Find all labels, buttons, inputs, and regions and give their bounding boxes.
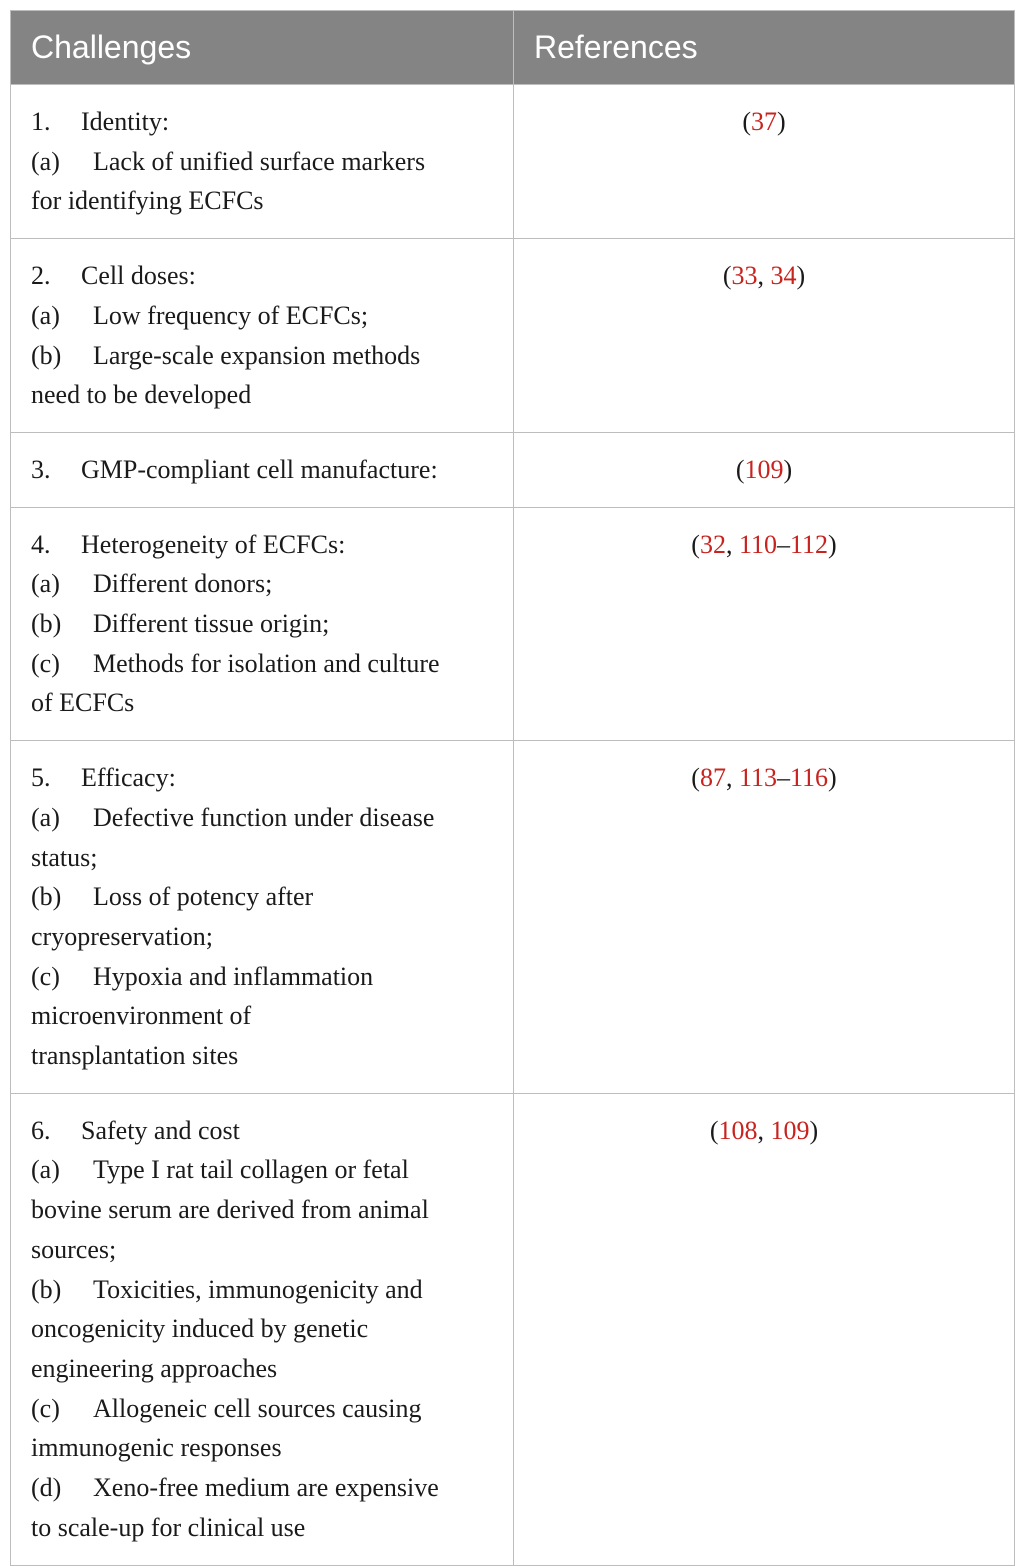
sub-item-text: of ECFCs [31,688,135,718]
sub-item-label: (b) [31,340,62,370]
sub-item-text: microenvironment of [31,1001,252,1031]
sub-item-line [31,375,493,415]
ref-open-paren: ( [691,529,700,559]
ref-open-paren: ( [735,454,745,484]
challenge-cell [11,239,514,433]
reference-cell [514,239,1015,433]
reference-cell [514,1093,1015,1565]
sub-item-label: (b) [31,609,62,639]
table-body [11,85,1015,1566]
reference-link[interactable]: 112 [790,529,829,559]
sub-item-label: (d) [31,1473,62,1503]
sub-item-text: engineering approaches [31,1353,278,1383]
reference-link[interactable]: 37 [751,107,777,136]
challenges-table-container [10,10,1014,1566]
reference-link[interactable]: 33 [731,261,758,291]
ref-separator: , [757,261,771,291]
sub-item-line [31,917,493,957]
challenge-title: Safety and cost [81,1115,240,1145]
challenge-heading [31,525,493,565]
sub-item-label: (a) [31,146,60,176]
challenge-heading [31,1111,493,1151]
sub-item-text: sources; [31,1234,117,1264]
ref-close-paren: ) [796,261,806,291]
challenge-heading [31,450,493,490]
reference-link[interactable]: 113 [738,763,777,793]
sub-item-text: Loss of potency after [93,882,314,912]
ref-close-paren: ) [777,107,786,136]
reference-cell [514,741,1015,1094]
challenge-heading [31,256,493,296]
ref-open-paren: ( [709,1115,719,1145]
sub-item-label: (a) [31,802,60,832]
table-row [11,432,1015,507]
challenge-cell [11,1093,514,1565]
table-row [11,85,1015,239]
header-references: References [514,11,1015,85]
challenge-number: 6. [31,1115,51,1145]
sub-item-line [31,1468,493,1508]
table-row [11,741,1015,1094]
ref-close-paren: ) [828,763,837,793]
ref-separator: – [777,763,790,793]
sub-item-line [31,142,493,182]
sub-item-text: to scale-up for clinical use [31,1512,306,1542]
sub-item-text: Allogeneic cell sources causing [93,1393,422,1423]
ref-close-paren: ) [828,529,837,559]
sub-item-line [31,336,493,376]
challenge-title: Heterogeneity of ECFCs: [81,529,346,559]
challenge-cell [11,85,514,239]
sub-item-line [31,1150,493,1190]
sub-item-label: (c) [31,961,60,991]
sub-item-label: (a) [31,569,60,599]
sub-item-line [31,838,493,878]
ref-separator: – [777,529,790,559]
challenge-cell [11,507,514,741]
sub-item-label: (c) [31,1393,60,1423]
sub-item-text: Low frequency of ECFCs; [93,300,369,330]
challenge-cell [11,432,514,507]
sub-item-text: Defective function under disease [93,802,435,832]
reference-cell [514,85,1015,239]
sub-item-text: status; [31,842,98,872]
sub-item-line [31,564,493,604]
header-row [11,11,1015,85]
sub-item-line [31,181,493,221]
challenge-title: Cell doses: [81,261,196,291]
sub-item-text: Xeno-free medium are expensive [93,1473,439,1503]
sub-item-line [31,957,493,997]
sub-item-line [31,1036,493,1076]
sub-item-line [31,1190,493,1230]
sub-item-text: cryopreservation; [31,921,213,951]
sub-item-text: Different donors; [93,569,273,599]
reference-cell [514,432,1015,507]
sub-item-line [31,1309,493,1349]
challenge-cell [11,741,514,1094]
ref-open-paren: ( [691,763,700,793]
reference-link[interactable]: 87 [699,763,726,793]
sub-item-text: Large-scale expansion methods [93,340,421,370]
sub-item-text: bovine serum are derived from animal [31,1195,429,1225]
reference-link[interactable]: 116 [790,763,829,793]
challenge-number: 4. [31,529,51,559]
sub-item-text: immunogenic responses [31,1433,282,1463]
challenge-number: 1. [31,107,51,136]
ref-separator: , [725,763,739,793]
ref-close-paren: ) [809,1115,819,1145]
reference-link[interactable]: 109 [770,1115,810,1145]
sub-item-line [31,1349,493,1389]
challenge-heading [31,758,493,798]
sub-item-line [31,798,493,838]
sub-item-line [31,1389,493,1429]
challenge-heading [31,102,493,142]
challenge-title: GMP-compliant cell manufacture: [81,454,438,484]
sub-item-label: (a) [31,300,60,330]
table-header [11,11,1015,85]
sub-item-line [31,1230,493,1270]
reference-link[interactable]: 32 [699,529,726,559]
challenge-number: 5. [31,763,51,793]
sub-item-label: (a) [31,1155,60,1185]
sub-item-text: Toxicities, immunogenicity and [93,1274,423,1304]
challenge-title: Identity: [81,107,170,136]
sub-item-text: Different tissue origin; [93,609,330,639]
sub-item-line [31,604,493,644]
ref-separator: , [757,1115,771,1145]
sub-item-text: Lack of unified surface markers [93,146,426,176]
reference-cell [514,507,1015,741]
challenges-table [10,10,1015,1566]
ref-open-paren: ( [722,261,732,291]
sub-item-text: Type I rat tail collagen or fetal [93,1155,409,1185]
reference-link[interactable]: 109 [744,454,784,484]
table-row [11,239,1015,433]
sub-item-text: oncogenicity induced by genetic [31,1314,369,1344]
reference-link[interactable]: 110 [738,529,777,559]
sub-item-text: for identifying ECFCs [31,186,264,216]
sub-item-label: (b) [31,882,62,912]
sub-item-line [31,996,493,1036]
sub-item-line [31,1428,493,1468]
header-challenges: Challenges [11,11,514,85]
sub-item-line [31,1270,493,1310]
ref-separator: , [725,529,739,559]
table-row [11,507,1015,741]
sub-item-line [31,644,493,684]
sub-item-text: transplantation sites [31,1041,239,1071]
sub-item-label: (c) [31,648,60,678]
challenge-number: 3. [31,454,51,484]
table-row [11,1093,1015,1565]
sub-item-line [31,1508,493,1548]
sub-item-text: need to be developed [31,380,252,410]
sub-item-text: Hypoxia and inflammation [93,961,374,991]
sub-item-label: (b) [31,1274,62,1304]
reference-link[interactable]: 34 [770,261,797,291]
ref-close-paren: ) [783,454,793,484]
challenge-title: Efficacy: [81,763,176,793]
sub-item-line [31,877,493,917]
sub-item-line [31,683,493,723]
reference-link[interactable]: 108 [718,1115,758,1145]
sub-item-text: Methods for isolation and culture [93,648,440,678]
sub-item-line [31,296,493,336]
ref-open-paren: ( [742,107,751,136]
challenge-number: 2. [31,261,51,291]
